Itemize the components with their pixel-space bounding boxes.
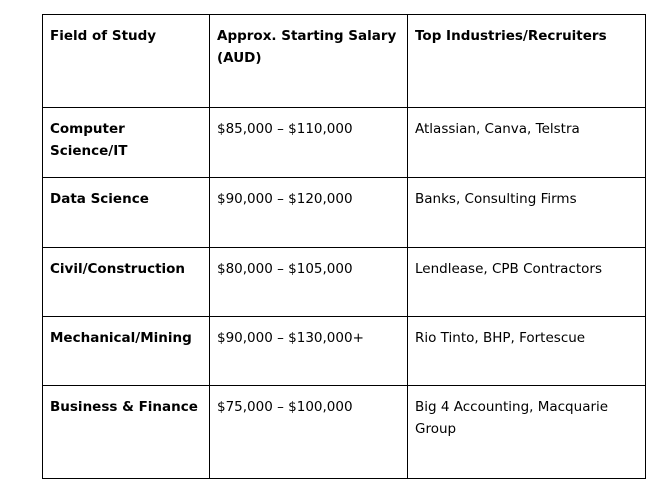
salary-table <box>42 14 646 479</box>
recruiters-cell: Lendlease, CPB Contractors <box>408 248 646 317</box>
field-cell: Business & Finance <box>43 386 210 479</box>
salary-cell: $75,000 – $100,000 <box>210 386 408 479</box>
field-cell: Computer Science/IT <box>43 108 210 178</box>
recruiters-cell: Atlassian, Canva, Telstra <box>408 108 646 178</box>
salary-cell: $85,000 – $110,000 <box>210 108 408 178</box>
salary-cell: $80,000 – $105,000 <box>210 248 408 317</box>
field-cell: Mechanical/Mining <box>43 317 210 386</box>
header-field-of-study: Field of Study <box>43 15 210 108</box>
table-row <box>43 178 646 248</box>
header-starting-salary: Approx. Starting Salary (AUD) <box>210 15 408 108</box>
recruiters-cell: Big 4 Accounting, Macquarie Group <box>408 386 646 479</box>
recruiters-cell: Banks, Consulting Firms <box>408 178 646 248</box>
table-row <box>43 248 646 317</box>
table-row <box>43 108 646 178</box>
field-cell: Civil/Construction <box>43 248 210 317</box>
table-row <box>43 317 646 386</box>
salary-cell: $90,000 – $130,000+ <box>210 317 408 386</box>
salary-cell: $90,000 – $120,000 <box>210 178 408 248</box>
header-top-recruiters: Top Industries/Recruiters <box>408 15 646 108</box>
table-row <box>43 386 646 479</box>
table-header-row <box>43 15 646 108</box>
field-cell: Data Science <box>43 178 210 248</box>
recruiters-cell: Rio Tinto, BHP, Fortescue <box>408 317 646 386</box>
